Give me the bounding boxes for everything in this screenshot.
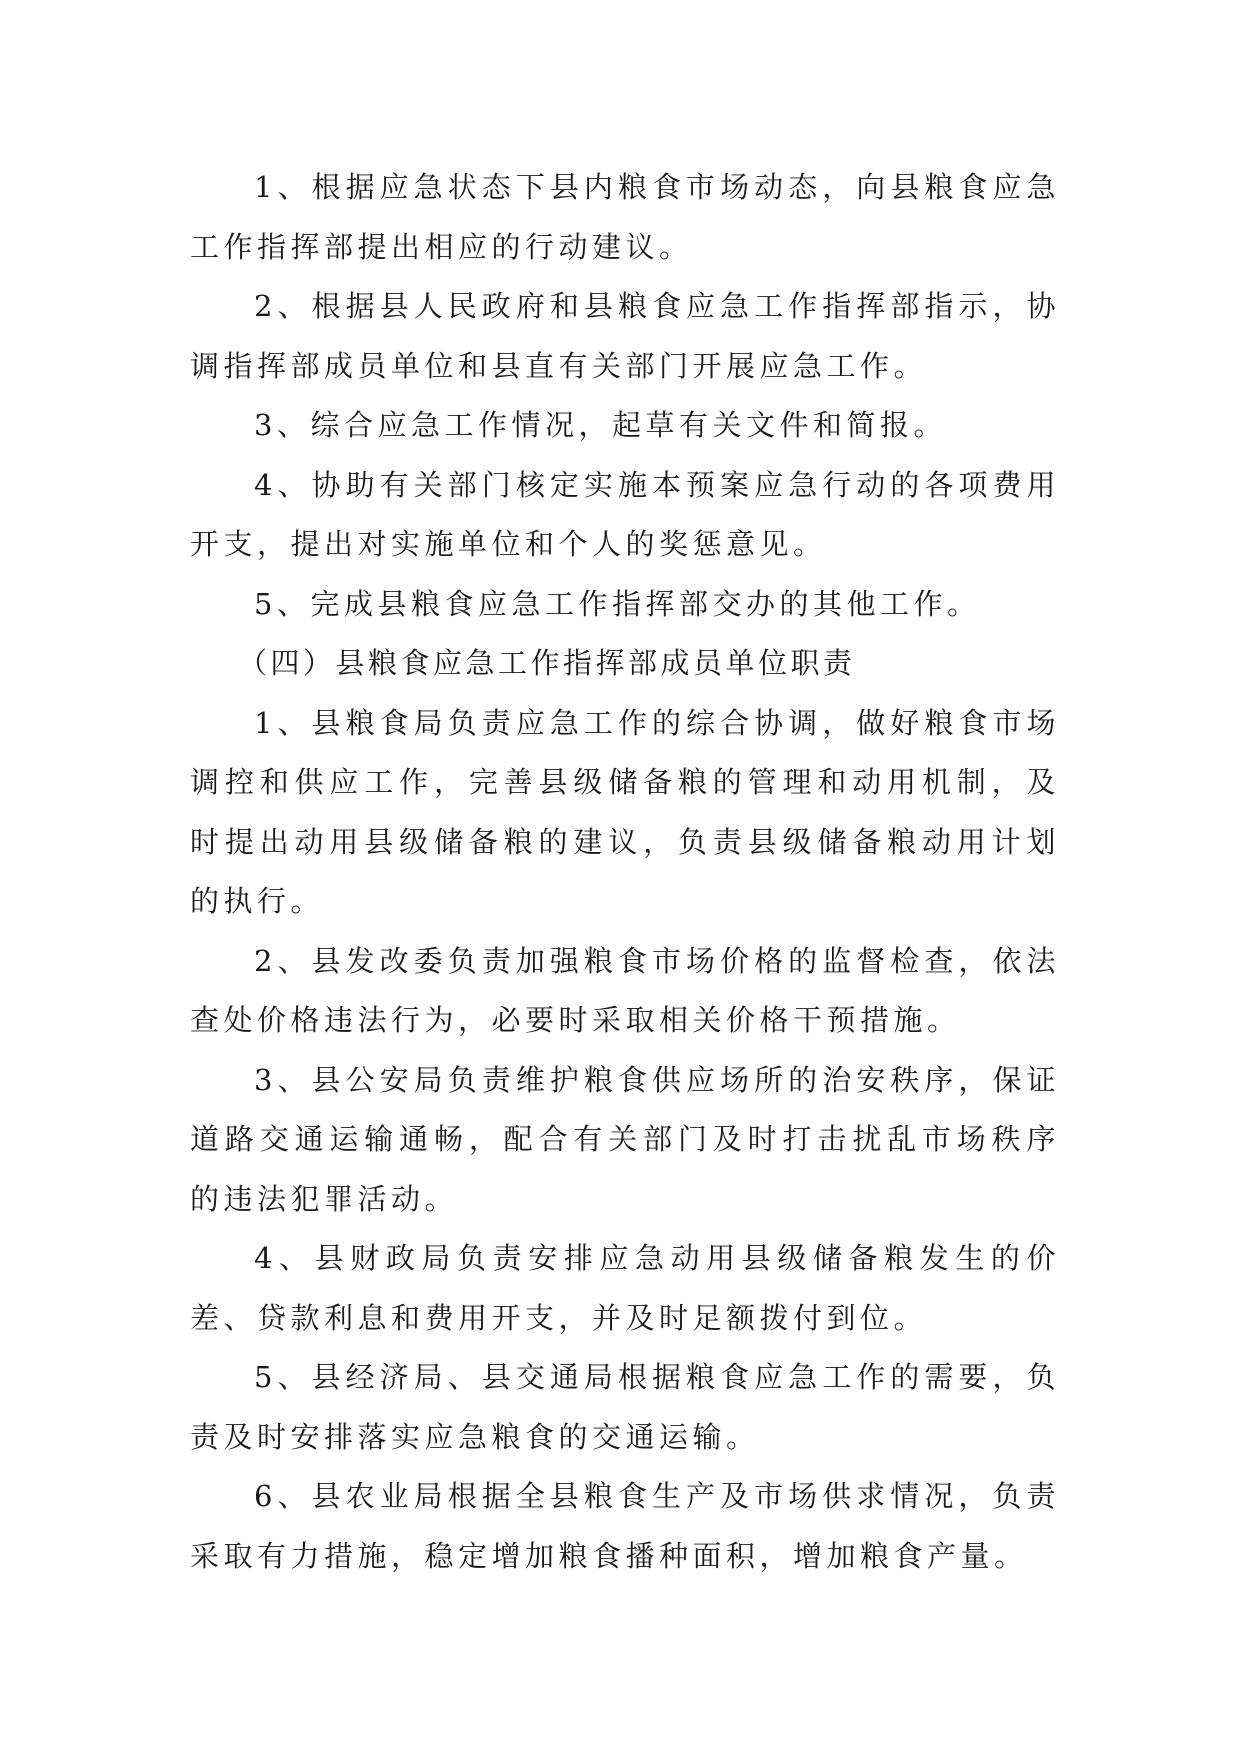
section-paragraph-2: 2、县发改委负责加强粮食市场价格的监督检查，依法查处价格违法行为，必要时采取相关价格干预措施。 [190,943,1060,1037]
section-paragraph-5: 5、县经济局、县交通局根据粮食应急工作的需要，负责及时安排落实应急粮食的交通运输。 [190,1360,1060,1454]
paragraph-5: 5、完成县粮食应急工作指挥部交办的其他工作。 [254,586,981,621]
paragraph-4: 4、协助有关部门核定实施本预案应急行动的各项费用开支，提出对实施单位和个人的奖惩意见。 [190,467,1060,561]
section-paragraph-1: 1、县粮食局负责应急工作的综合协调，做好粮食市场调控和供应工作，完善县级储备粮的管理和动用机制，及时提出动用县级储备粮的建议，负责县级储备粮动用计划的执行。 [190,705,1060,918]
section-paragraph-3: 3、县公安局负责维护粮食供应场所的治安秩序，保证道路交通运输通畅，配合有关部门及时打击扰乱市场秩序的违法犯罪活动。 [190,1062,1060,1216]
section-heading: （四）县粮食应急工作指挥部成员单位职责 [238,646,856,680]
paragraph-2: 2、根据县人民政府和县粮食应急工作指挥部指示，协调指挥部成员单位和县直有关部门开展应急工作。 [190,289,1060,383]
document-body [190,158,1060,1586]
section-paragraph-4: 4、县财政局负责安排应急动用县级储备粮发生的价差、贷款利息和费用开支，并及时足额拨付到位。 [190,1241,1060,1335]
section-paragraph-6: 6、县农业局根据全县粮食生产及市场供求情况，负责采取有力措施，稳定增加粮食播种面积，增加粮食产量。 [190,1479,1060,1573]
paragraph-3: 3、综合应急工作情况，起草有关文件和简报。 [254,408,947,442]
paragraph-1: 1、根据应急状态下县内粮食市场动态，向县粮食应急工作指挥部提出相应的行动建议。 [190,170,1060,264]
